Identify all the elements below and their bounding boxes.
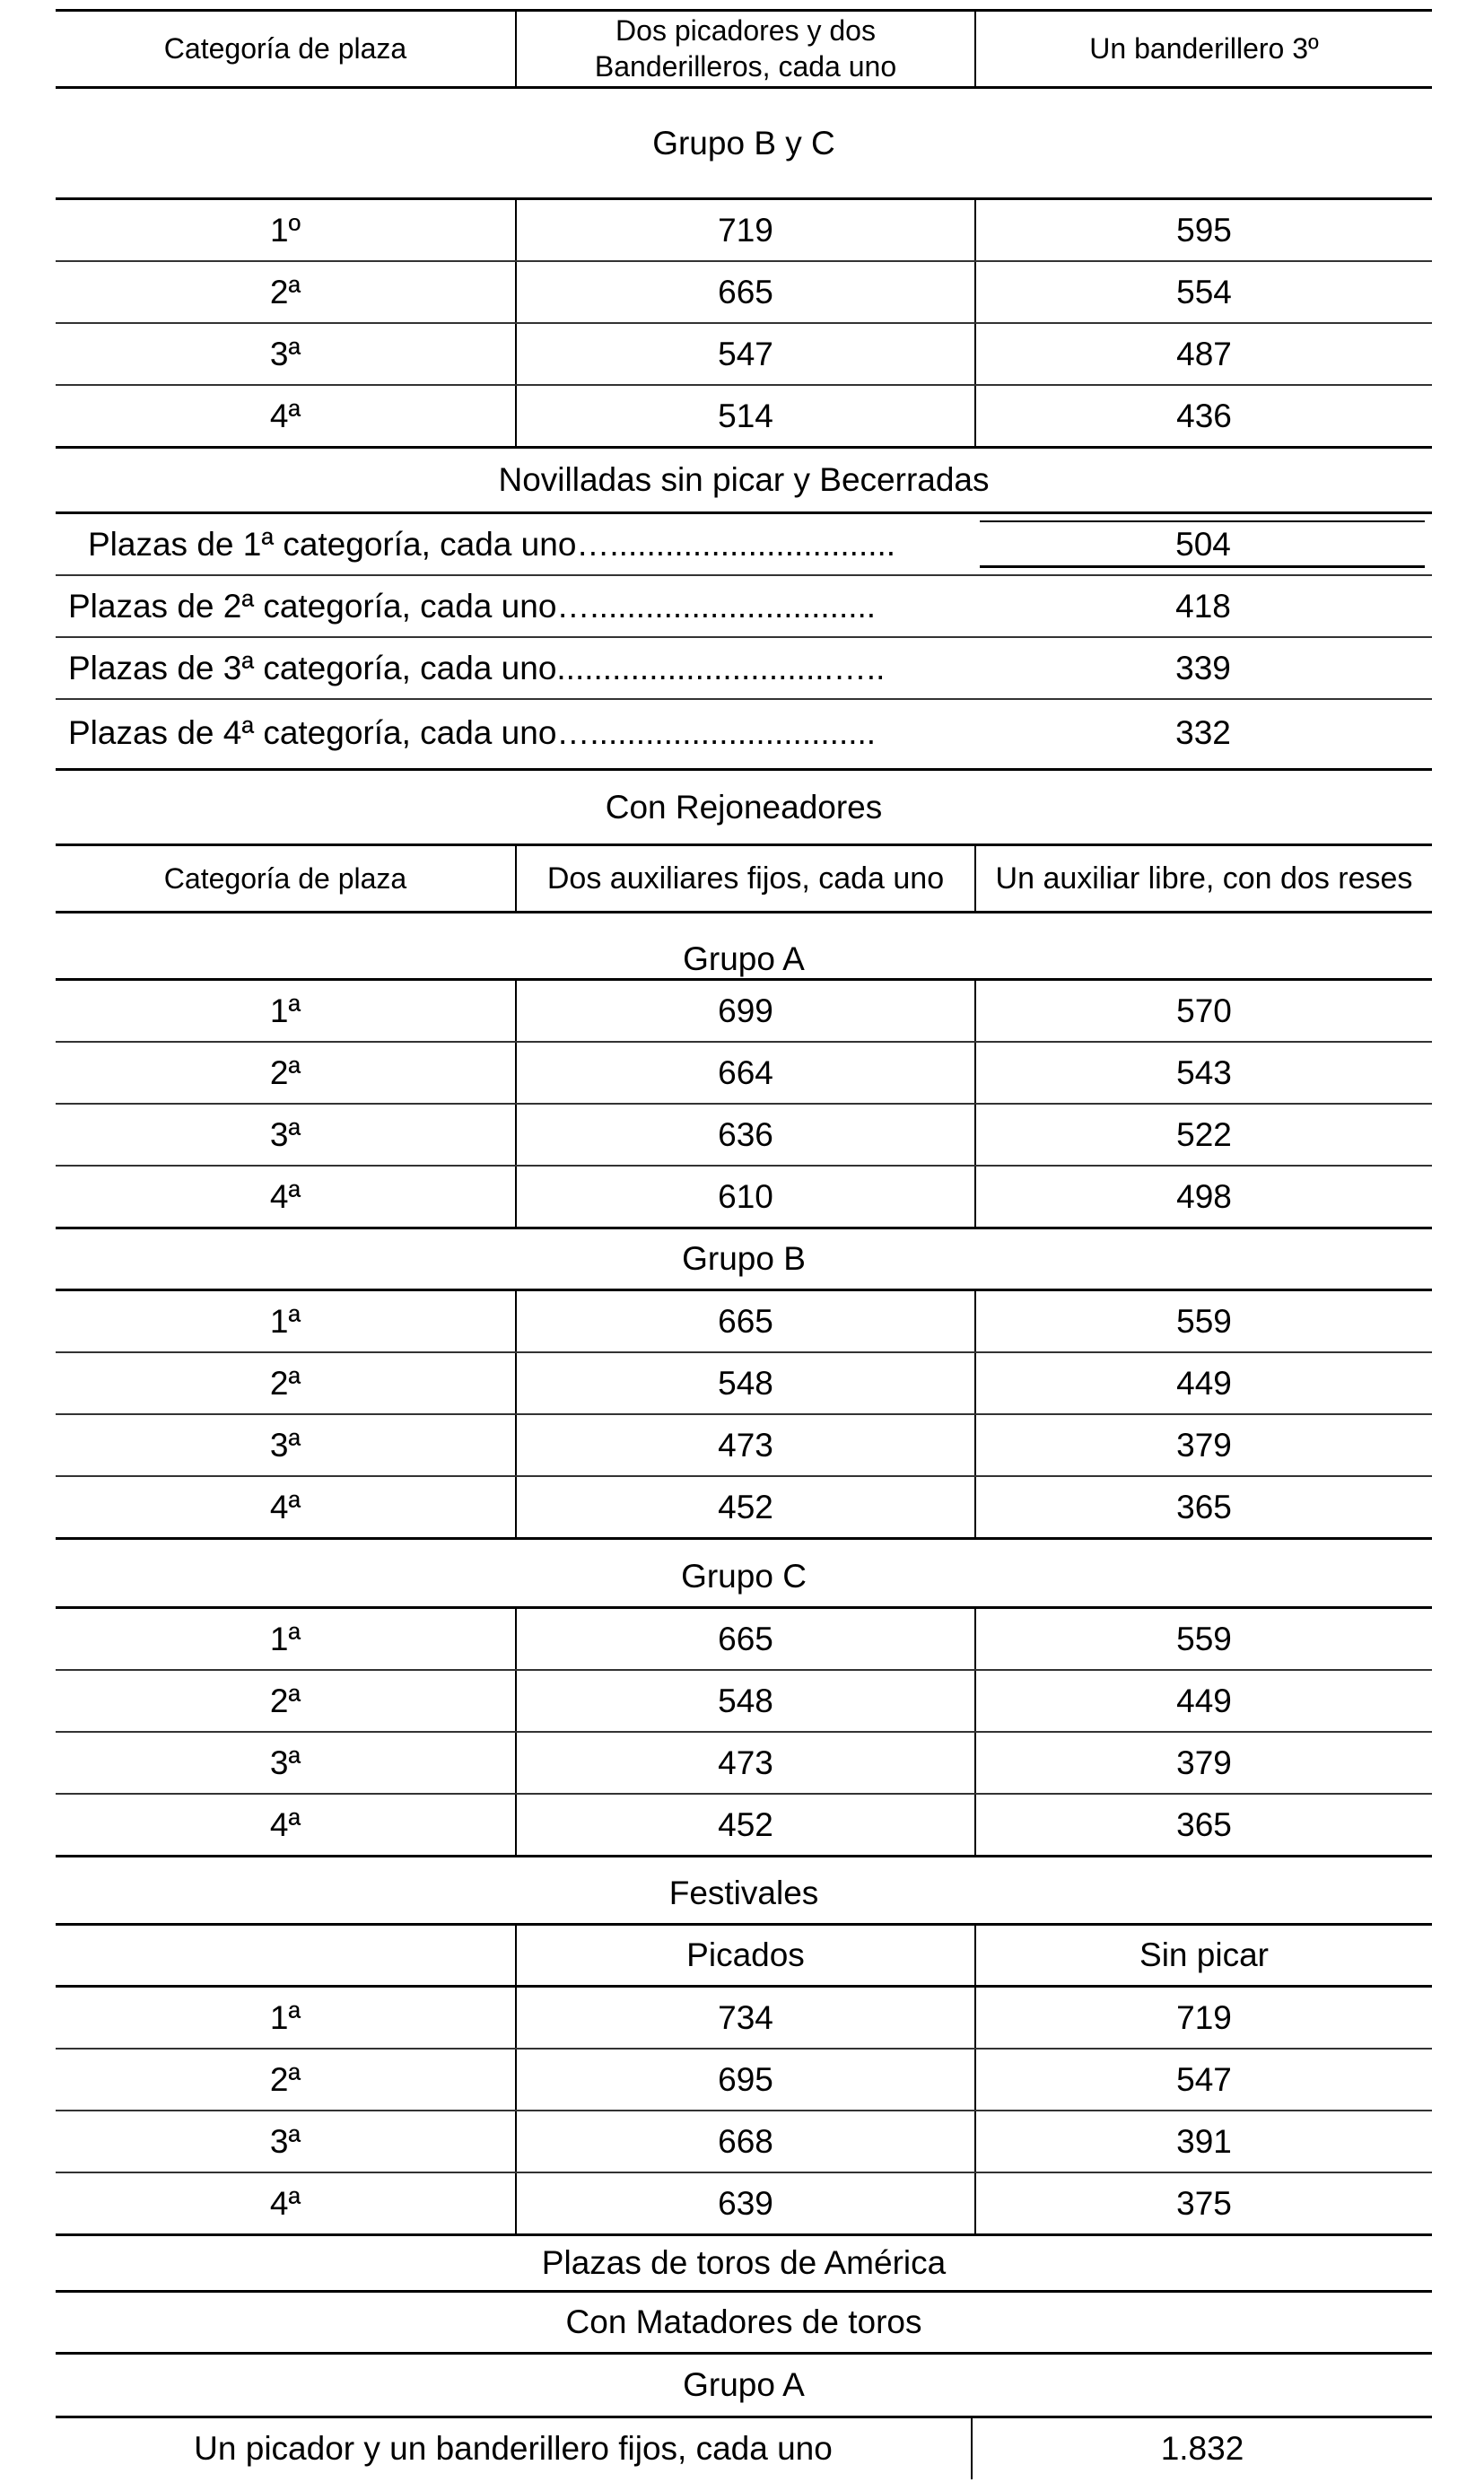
table-header-row <box>56 1926 1432 1985</box>
row-category: 2ª <box>269 273 301 310</box>
table-row <box>56 324 1432 384</box>
row-category: 3ª <box>269 1744 301 1781</box>
table-row <box>56 1477 1432 1537</box>
row-value-b: 436 <box>974 386 1432 446</box>
table-header-row <box>56 846 1432 911</box>
row-value-b: 449 <box>974 1671 1432 1731</box>
row-divider <box>56 446 1432 449</box>
row-divider <box>56 1855 1432 1857</box>
row-value-a: 547 <box>515 324 974 384</box>
header-picadores-line1: Dos picadores y dos <box>615 14 876 47</box>
row-value-b: 365 <box>974 1795 1432 1855</box>
row-value-b: 595 <box>974 200 1432 260</box>
document-table <box>56 0 1432 2491</box>
row-value-a: 639 <box>515 2173 974 2233</box>
row-value-a: 734 <box>515 1988 974 2048</box>
row-value-a: 719 <box>515 200 974 260</box>
header-empty <box>56 1926 515 1985</box>
header-category: Categoría de plaza <box>163 861 407 895</box>
section-subtitle: Con Matadores de toros <box>565 2303 922 2340</box>
group-title-row <box>56 913 1432 978</box>
table-row <box>56 700 1432 765</box>
row-label: Un picador y un banderillero fijos, cada uno <box>194 2430 833 2467</box>
row-value-a: 452 <box>515 1477 974 1537</box>
table-row <box>56 981 1432 1041</box>
section-title: Novilladas sin picar y Becerradas <box>498 461 990 498</box>
row-value-a: 664 <box>515 1043 974 1103</box>
header-banderillero: Un banderillero 3º <box>974 11 1432 86</box>
row-value-a: 665 <box>515 262 974 322</box>
header-auxiliares-fijos: Dos auxiliares fijos, cada uno <box>515 846 974 911</box>
table-row <box>56 1733 1432 1793</box>
row-value-b: 379 <box>974 1733 1432 1793</box>
table-row <box>56 1415 1432 1475</box>
row-label: Plazas de 4ª categoría, cada uno…............................... <box>68 713 877 751</box>
section-title-row <box>56 449 1432 511</box>
row-value-b: 487 <box>974 324 1432 384</box>
section-title-row <box>56 2236 1432 2290</box>
row-value-a: 452 <box>515 1795 974 1855</box>
row-value-a: 695 <box>515 2050 974 2110</box>
row-divider <box>56 1537 1432 1540</box>
group-title-row <box>56 1547 1432 1606</box>
group-title: Grupo B y C <box>652 125 835 162</box>
row-value-b: 449 <box>974 1353 1432 1413</box>
table-row <box>56 386 1432 446</box>
group-title-row <box>56 2355 1432 2416</box>
table-row <box>56 638 1432 698</box>
row-category: 4ª <box>269 1488 301 1525</box>
row-category: 1ª <box>269 1998 301 2036</box>
row-value-a: 636 <box>515 1105 974 1165</box>
group-title: Grupo A <box>683 940 805 977</box>
section-title: Plazas de toros de América <box>541 2244 947 2281</box>
header-auxiliar-libre: Un auxiliar libre, con dos reses <box>974 846 1432 911</box>
row-category: 3ª <box>269 1426 301 1464</box>
row-divider <box>56 2233 1432 2236</box>
value-frame-top <box>980 520 1425 522</box>
table-row <box>56 2111 1432 2172</box>
row-value-a: 665 <box>515 1291 974 1351</box>
row-value-a: 610 <box>515 1167 974 1227</box>
table-row <box>56 262 1432 322</box>
table-row <box>56 1167 1432 1227</box>
header-category: Categoría de plaza <box>163 32 407 65</box>
group-title-row <box>56 1229 1432 1289</box>
row-category: 4ª <box>269 1805 301 1843</box>
row-category: 3ª <box>269 2122 301 2160</box>
table-row <box>56 1353 1432 1413</box>
row-category: 1ª <box>269 1620 301 1657</box>
group-title: Grupo B <box>682 1240 806 1277</box>
row-category: 3ª <box>269 335 301 372</box>
section-title-row <box>56 772 1432 843</box>
row-value-b: 498 <box>974 1167 1432 1227</box>
row-category: 4ª <box>269 397 301 434</box>
table-row <box>56 1988 1432 2048</box>
row-category: 3ª <box>269 1115 301 1153</box>
row-label: Plazas de 3ª categoría, cada uno..............................….. <box>68 649 886 686</box>
divider <box>56 768 1432 771</box>
row-category: 1ª <box>269 1302 301 1340</box>
group-title: Grupo C <box>681 1558 807 1595</box>
row-value-b: 365 <box>974 1477 1432 1537</box>
row-category: 1º <box>269 211 301 249</box>
row-value: 504 <box>1175 525 1231 563</box>
row-value-b: 559 <box>974 1609 1432 1669</box>
row-value-b: 547 <box>974 2050 1432 2110</box>
row-value-b: 379 <box>974 1415 1432 1475</box>
row-value-b: 543 <box>974 1043 1432 1103</box>
row-value-a: 548 <box>515 1671 974 1731</box>
section-title: Con Rejoneadores <box>605 789 883 826</box>
header-bottom-border <box>56 86 1432 89</box>
row-label: Plazas de 1ª categoría, cada uno…............................... <box>88 525 896 563</box>
row-value-a: 699 <box>515 981 974 1041</box>
row-category: 2ª <box>269 2060 301 2098</box>
row-value-a: 514 <box>515 386 974 446</box>
table-row <box>56 2173 1432 2233</box>
table-row <box>56 1043 1432 1103</box>
table-row <box>56 1105 1432 1165</box>
row-category: 4ª <box>269 2184 301 2222</box>
row-value: 1.832 <box>971 2418 1432 2479</box>
row-value: 418 <box>1175 587 1231 625</box>
group-title: Grupo A <box>683 2366 805 2403</box>
header-picadores <box>515 11 974 86</box>
row-value-a: 473 <box>515 1415 974 1475</box>
header-picados: Picados <box>515 1926 974 1985</box>
row-category: 4ª <box>269 1177 301 1215</box>
row-value-a: 668 <box>515 2111 974 2172</box>
table-row <box>56 1291 1432 1351</box>
value-frame-bottom <box>980 565 1425 568</box>
group-title-row <box>56 90 1432 197</box>
table-row <box>56 2050 1432 2110</box>
row-value-b: 391 <box>974 2111 1432 2172</box>
row-value-b: 719 <box>974 1988 1432 2048</box>
section-title: Festivales <box>668 1875 819 1911</box>
section-title-row <box>56 1862 1432 1925</box>
row-label: Plazas de 2ª categoría, cada uno…............................... <box>68 587 877 625</box>
row-value-b: 554 <box>974 262 1432 322</box>
section-subtitle-row <box>56 2293 1432 2352</box>
header-sin-picar: Sin picar <box>974 1926 1432 1985</box>
row-category: 2ª <box>269 1364 301 1402</box>
row-category: 1ª <box>269 992 301 1029</box>
table-row <box>56 1795 1432 1855</box>
row-value-a: 548 <box>515 1353 974 1413</box>
row-value-a: 473 <box>515 1733 974 1793</box>
table-header-row <box>56 11 1432 86</box>
table-row <box>56 1609 1432 1669</box>
header-picadores-line2: Banderilleros, cada uno <box>594 50 897 83</box>
row-value-b: 559 <box>974 1291 1432 1351</box>
row-value-a: 665 <box>515 1609 974 1669</box>
row-category: 2ª <box>269 1053 301 1091</box>
row-value: 339 <box>1175 649 1231 686</box>
row-value-b: 375 <box>974 2173 1432 2233</box>
row-category: 2ª <box>269 1682 301 1719</box>
row-value-b: 522 <box>974 1105 1432 1165</box>
row-value-b: 570 <box>974 981 1432 1041</box>
table-row <box>56 1671 1432 1731</box>
table-row <box>56 576 1432 636</box>
row-value: 332 <box>1175 713 1231 751</box>
table-row <box>56 200 1432 260</box>
table-row <box>56 2418 1432 2479</box>
